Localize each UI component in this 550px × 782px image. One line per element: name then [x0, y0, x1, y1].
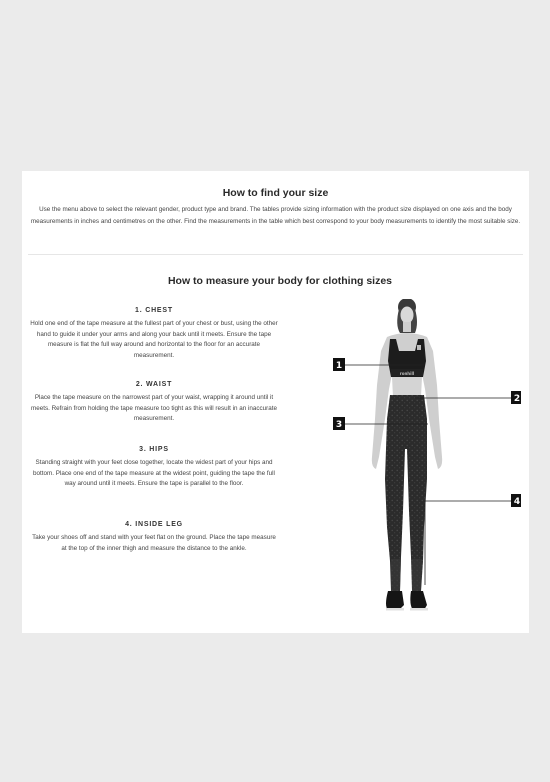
- chest-marker-label: 1: [335, 361, 343, 371]
- hips-marker: [333, 417, 345, 430]
- find-size-heading: How to find your size: [222, 187, 329, 199]
- size-guide-card: [22, 171, 529, 633]
- bra-band-brand: ronhill: [399, 371, 415, 376]
- hips-instructions: Standing straight with your feet close together, locate the widest part of your hips and bottom. Place one end of the tape measure at the widest point, guiding the tape the full way around until it meets. Ensure the tape is parallel to the floor.: [33, 459, 275, 487]
- inside-leg-marker: [511, 494, 521, 507]
- waist-instructions: Place the tape measure on the narrowest part of your waist, wrapping it around until it meets. Refrain from holding the tape measure too tight as this will result in an inaccurate measurement.: [30, 394, 278, 422]
- find-size-instructions: Use the menu above to select the relevant gender, product type and brand. The tables provide sizing information with the product size displayed on one axis and the body measurements in inches and centimetres on the other. Find the measurements in the table which best correspond to your body measurements to identify the most suitable size.: [30, 206, 521, 225]
- section-divider: [28, 254, 523, 255]
- model-illustration: [311, 299, 521, 629]
- inside-leg-instructions: Take your shoes off and stand with your feet flat on the ground. Place the tape measure at the top of the inner thigh and measure the distance to the ankle.: [32, 534, 276, 552]
- chest-marker: [333, 358, 345, 371]
- waist-heading: 2. WAIST: [135, 381, 173, 388]
- chest-heading: 1. CHEST: [135, 307, 173, 314]
- hips-marker-label: 3: [335, 420, 343, 430]
- hips-section: [30, 446, 278, 490]
- body-measurement-figure: [311, 299, 521, 629]
- inside-leg-heading: 4. INSIDE LEG: [125, 521, 183, 528]
- inside-leg-marker-label: 4: [513, 497, 521, 507]
- waist-marker: [511, 391, 521, 404]
- waist-marker-label: 2: [513, 394, 521, 404]
- measure-body-heading: How to measure your body for clothing sizes: [167, 275, 393, 287]
- waist-section: [30, 381, 278, 425]
- chest-section: [30, 307, 278, 361]
- hips-heading: 3. HIPS: [139, 446, 169, 453]
- chest-instructions: Hold one end of the tape measure at the fullest part of your chest or bust, using the other hand to guide it under your arms and along your back until it meets. Ensure the tape measure is flat the full way around and horizontal to the floor for an accurate measurement.: [30, 320, 278, 359]
- inside-leg-section: [30, 521, 278, 554]
